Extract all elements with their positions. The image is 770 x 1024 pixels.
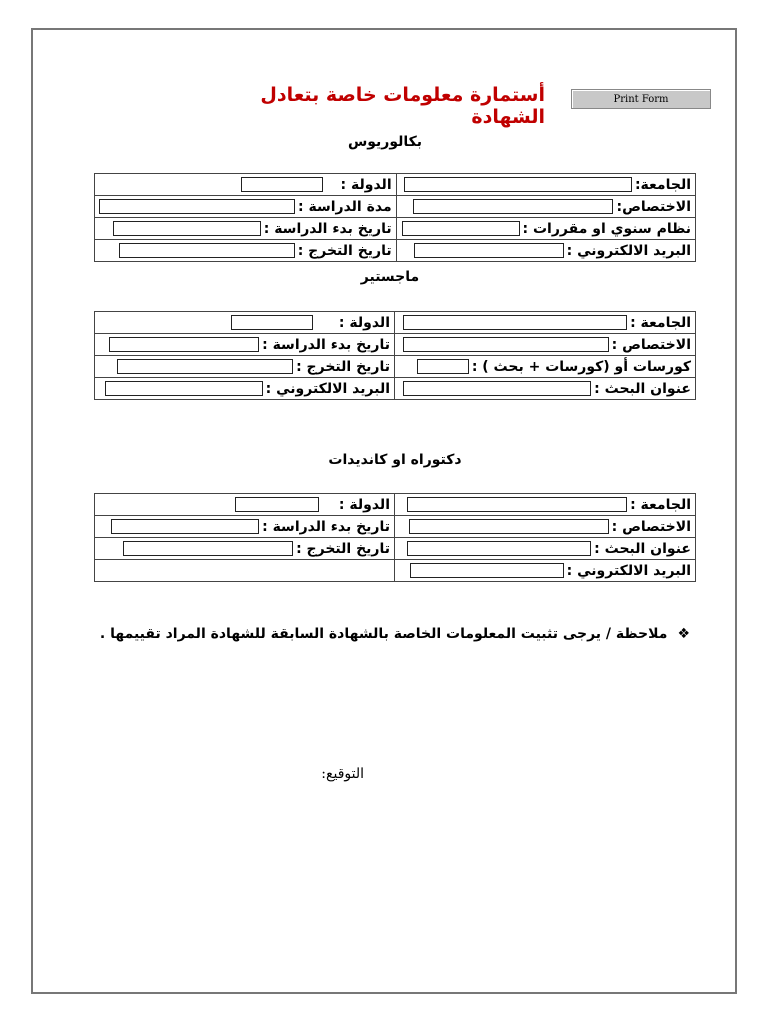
graduation-date-label: تاريخ التخرج : [296, 540, 390, 557]
start-date-label: تاريخ بدء الدراسة : [262, 336, 390, 353]
specialization-field[interactable] [403, 337, 609, 352]
country-field[interactable] [231, 315, 313, 330]
table-row [95, 516, 696, 538]
country-label: الدولة : [338, 314, 390, 331]
graduation-date-field[interactable] [117, 359, 293, 374]
start-date-field[interactable] [113, 221, 261, 236]
table-row [95, 560, 696, 582]
print-form-button[interactable]: Print Form [571, 89, 711, 109]
empty-cell [95, 560, 395, 582]
table-row [95, 378, 696, 400]
table-row [95, 218, 696, 240]
country-field[interactable] [241, 177, 323, 192]
program-type-field[interactable] [417, 359, 469, 374]
email-label: البريد الالكتروني : [265, 380, 390, 397]
system-label: نظام سنوي او مقررات : [522, 220, 691, 237]
form-title: أستمارة معلومات خاصة بتعادل الشهادة [260, 84, 545, 128]
bachelor-heading: بكالوريوس [347, 134, 423, 150]
note-text: ملاحظة / يرجى تثبيت المعلومات الخاصة بالشهادة السابقة للشهادة المراد تقييمها . [99, 626, 668, 642]
email-label: البريد الالكتروني : [566, 242, 691, 259]
master-heading: ماجستير [360, 269, 420, 285]
research-title-field[interactable] [403, 381, 591, 396]
program-type-label: كورسات أو (كورسات + بحث ) : [471, 358, 691, 375]
diamond-bullet-icon: ❖ [677, 626, 690, 642]
specialization-label: الاختصاص : [611, 336, 691, 353]
table-row [95, 174, 696, 196]
start-date-field[interactable] [111, 519, 259, 534]
graduation-date-label: تاريخ التخرج : [296, 358, 390, 375]
research-title-label: عنوان البحث : [594, 380, 691, 397]
start-date-field[interactable] [109, 337, 259, 352]
graduation-date-field[interactable] [123, 541, 293, 556]
specialization-label: الاختصاص: [616, 198, 691, 215]
study-duration-label: مدة الدراسة : [298, 198, 392, 215]
table-row [95, 312, 696, 334]
doctorate-heading: دكتوراه او كانديدات [328, 452, 462, 468]
doctorate-table [94, 493, 696, 582]
email-field[interactable] [410, 563, 564, 578]
graduation-date-label: تاريخ التخرج : [297, 242, 392, 259]
specialization-field[interactable] [409, 519, 609, 534]
master-table [94, 311, 696, 400]
email-label: البريد الالكتروني : [566, 562, 691, 579]
table-row [95, 196, 696, 218]
university-label: الجامعة : [630, 496, 691, 513]
country-label: الدولة : [338, 496, 390, 513]
university-field[interactable] [404, 177, 632, 192]
table-row [95, 538, 696, 560]
table-row [95, 494, 696, 516]
country-label: الدولة : [340, 176, 392, 193]
research-title-label: عنوان البحث : [594, 540, 691, 557]
bachelor-table [94, 173, 696, 262]
email-field[interactable] [105, 381, 263, 396]
table-row [95, 240, 696, 262]
system-field[interactable] [402, 221, 520, 236]
study-duration-field[interactable] [99, 199, 295, 214]
university-label: الجامعة: [634, 176, 691, 193]
email-field[interactable] [414, 243, 564, 258]
signature-label: التوقيع: [321, 766, 364, 782]
university-label: الجامعة : [630, 314, 691, 331]
note [90, 626, 690, 642]
graduation-date-field[interactable] [119, 243, 295, 258]
table-row [95, 334, 696, 356]
specialization-label: الاختصاص : [611, 518, 691, 535]
start-date-label: تاريخ بدء الدراسة : [263, 220, 392, 237]
research-title-field[interactable] [407, 541, 591, 556]
country-field[interactable] [235, 497, 319, 512]
specialization-field[interactable] [413, 199, 613, 214]
table-row [95, 356, 696, 378]
university-field[interactable] [403, 315, 627, 330]
university-field[interactable] [407, 497, 627, 512]
start-date-label: تاريخ بدء الدراسة : [262, 518, 390, 535]
